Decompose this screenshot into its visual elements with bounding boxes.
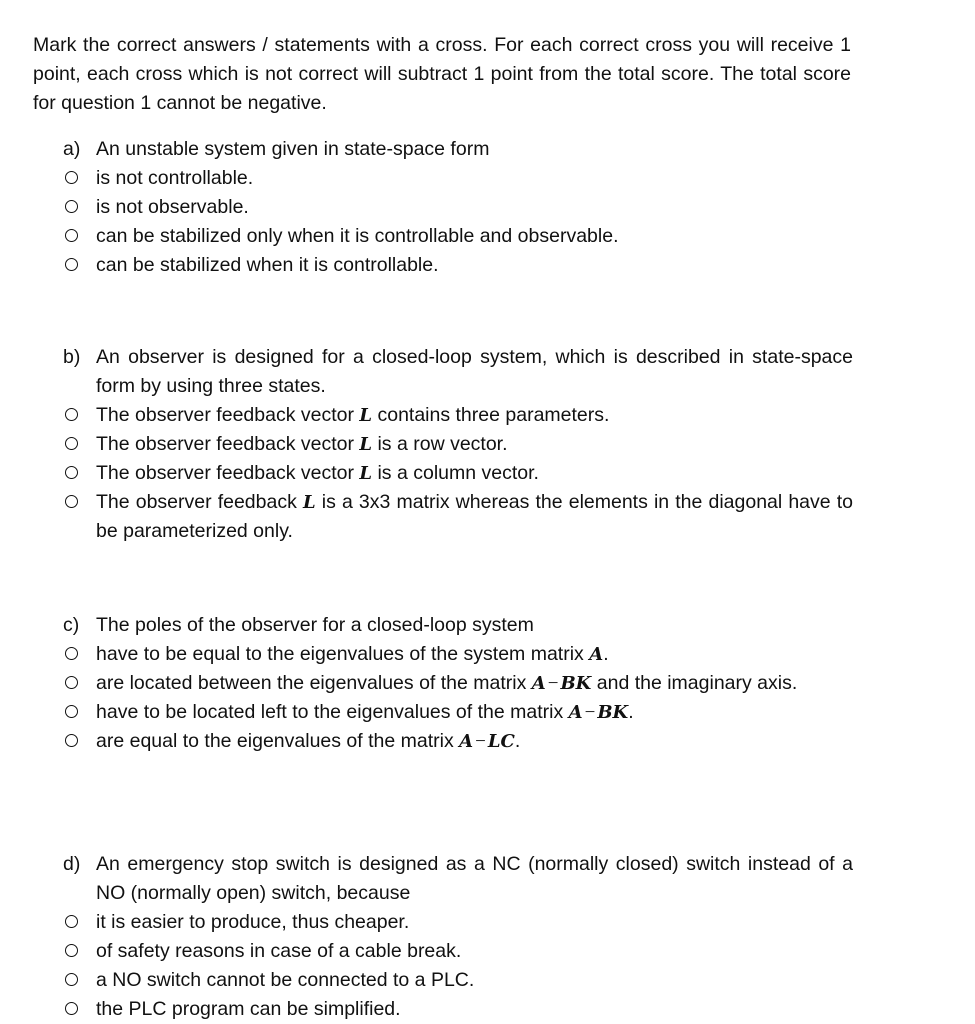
question-a bbox=[63, 135, 853, 280]
question-stem-text: The poles of the observer for a closed-loop system bbox=[96, 614, 534, 636]
option-text: are equal to the eigenvalues of the matrix A − LC. bbox=[96, 730, 521, 752]
answer-option bbox=[63, 669, 853, 698]
option-text: it is easier to produce, thus cheaper. bbox=[96, 911, 410, 933]
question-label: b) bbox=[63, 346, 81, 368]
question-stem bbox=[63, 850, 853, 908]
math-symbol: L bbox=[302, 492, 316, 513]
question-label: a) bbox=[63, 138, 81, 160]
option-circle-checkbox[interactable] bbox=[65, 171, 78, 184]
option-circle-checkbox[interactable] bbox=[65, 408, 78, 421]
option-text: can be stabilized only when it is controllable and observable. bbox=[96, 225, 619, 247]
answer-option bbox=[63, 251, 853, 280]
option-circle-checkbox[interactable] bbox=[65, 676, 78, 689]
option-text: have to be equal to the eigenvalues of the system matrix A. bbox=[96, 643, 609, 665]
answer-option bbox=[63, 164, 853, 193]
answer-option bbox=[63, 459, 853, 488]
math-symbol: LC bbox=[487, 731, 515, 752]
answer-option bbox=[63, 401, 853, 430]
math-symbol: L bbox=[359, 434, 373, 455]
question-d bbox=[63, 850, 853, 1024]
question-stem bbox=[63, 611, 853, 640]
option-circle-checkbox[interactable] bbox=[65, 705, 78, 718]
option-circle-checkbox[interactable] bbox=[65, 944, 78, 957]
option-text: can be stabilized when it is controllable. bbox=[96, 254, 439, 276]
option-circle-checkbox[interactable] bbox=[65, 200, 78, 213]
question-b bbox=[63, 343, 853, 546]
question-label: c) bbox=[63, 614, 80, 636]
answer-option bbox=[63, 698, 853, 727]
option-text: The observer feedback vector L is a column vector. bbox=[96, 462, 539, 484]
option-circle-checkbox[interactable] bbox=[65, 647, 78, 660]
option-circle-checkbox[interactable] bbox=[65, 915, 78, 928]
option-text: is not controllable. bbox=[96, 167, 254, 189]
question-label: d) bbox=[63, 853, 81, 875]
option-text: The observer feedback vector L contains three parameters. bbox=[96, 404, 610, 426]
math-symbol: L bbox=[359, 463, 373, 484]
option-circle-checkbox[interactable] bbox=[65, 258, 78, 271]
option-circle-checkbox[interactable] bbox=[65, 1002, 78, 1015]
answer-option bbox=[63, 727, 853, 756]
answer-option bbox=[63, 908, 853, 937]
option-text: of safety reasons in case of a cable break. bbox=[96, 940, 462, 962]
math-symbol: L bbox=[359, 405, 373, 426]
option-circle-checkbox[interactable] bbox=[65, 437, 78, 450]
math-operator: − bbox=[547, 673, 559, 694]
math-symbol: BK bbox=[560, 673, 592, 694]
question-c bbox=[63, 611, 853, 756]
question-stem-text: An emergency stop switch is designed as a NC (normally closed) switch instead of a NO (normally open) switch, because bbox=[96, 853, 853, 904]
math-symbol: A bbox=[568, 702, 583, 723]
question-stem-text: An unstable system given in state-space form bbox=[96, 138, 490, 160]
option-text: are located between the eigenvalues of the matrix A − BK and the imaginary axis. bbox=[96, 672, 798, 694]
answer-option bbox=[63, 488, 853, 546]
math-operator: − bbox=[475, 731, 486, 752]
option-circle-checkbox[interactable] bbox=[65, 229, 78, 242]
answer-option bbox=[63, 937, 853, 966]
option-text: is not observable. bbox=[96, 196, 249, 218]
instructions-paragraph: Mark the correct answers / statements with a cross. For each correct cross you will receive 1 point, each cross which is not correct will subtract 1 point from the total score. The total score for question 1 cannot be negative. bbox=[33, 34, 851, 114]
question-stem bbox=[63, 135, 853, 164]
answer-option bbox=[63, 995, 853, 1024]
answer-option bbox=[63, 640, 853, 669]
option-text: have to be located left to the eigenvalues of the matrix A − BK. bbox=[96, 701, 634, 723]
option-circle-checkbox[interactable] bbox=[65, 973, 78, 986]
answer-option bbox=[63, 222, 853, 251]
math-symbol: A bbox=[589, 644, 604, 665]
option-circle-checkbox[interactable] bbox=[65, 734, 78, 747]
option-circle-checkbox[interactable] bbox=[65, 466, 78, 479]
math-symbol: A bbox=[531, 673, 546, 694]
answer-option bbox=[63, 966, 853, 995]
answer-option bbox=[63, 193, 853, 222]
option-text: a NO switch cannot be connected to a PLC. bbox=[96, 969, 475, 991]
option-text: The observer feedback L is a 3x3 matrix whereas the elements in the diagonal have to be parameterized only. bbox=[96, 491, 854, 542]
option-text: the PLC program can be simplified. bbox=[96, 998, 401, 1020]
answer-option bbox=[63, 430, 853, 459]
question-stem bbox=[63, 343, 853, 401]
option-text: The observer feedback vector L is a row vector. bbox=[96, 433, 508, 455]
option-circle-checkbox[interactable] bbox=[65, 495, 78, 508]
math-symbol: A bbox=[459, 731, 474, 752]
question-stem-text: An observer is designed for a closed-loop system, which is described in state-space form by using three states. bbox=[96, 346, 853, 397]
math-operator: − bbox=[584, 702, 596, 723]
math-symbol: BK bbox=[597, 702, 629, 723]
